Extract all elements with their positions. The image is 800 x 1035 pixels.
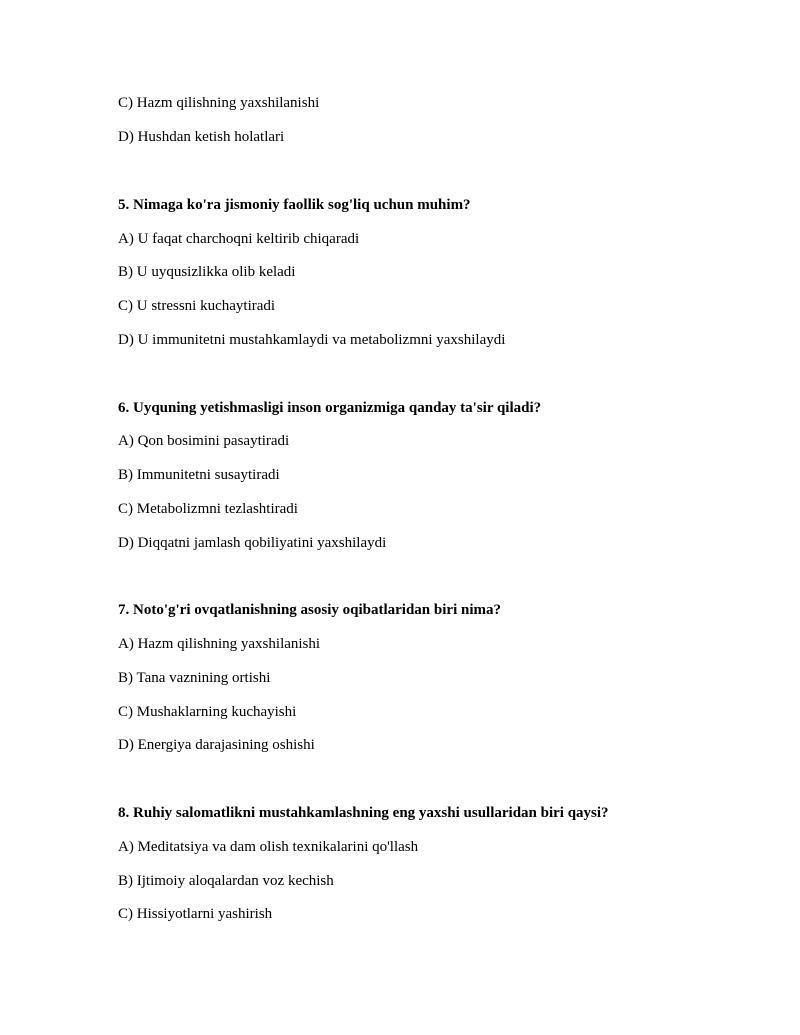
question-7-option-d: D) Energiya darajasining oshishi: [118, 737, 315, 753]
question-6: 6. Uyquning yetishmasligi inson organizmiga qanday ta'sir qiladi?: [118, 400, 542, 416]
option-d-prev: D) Hushdan ketish holatlari: [118, 129, 285, 145]
question-7-option-a: A) Hazm qilishning yaxshilanishi: [118, 636, 321, 652]
question-5-option-d: D) U immunitetni mustahkamlaydi va metabolizmni yaxshilaydi: [118, 332, 506, 348]
question-5: 5. Nimaga ko'ra jismoniy faollik sog'liq uchun muhim?: [118, 197, 471, 213]
question-5-option-a: A) U faqat charchoqni keltirib chiqaradi: [118, 231, 360, 247]
question-6-option-a: A) Qon bosimini pasaytiradi: [118, 433, 290, 449]
question-7: 7. Noto'g'ri ovqatlanishning asosiy oqibatlaridan biri nima?: [118, 602, 501, 618]
question-6-option-b: B) Immunitetni susaytiradi: [118, 467, 280, 483]
question-7-option-b: B) Tana vaznining ortishi: [118, 670, 271, 686]
question-6-option-c: C) Metabolizmni tezlashtiradi: [118, 501, 298, 517]
question-5-option-c: C) U stressni kuchaytiradi: [118, 298, 276, 314]
question-5-option-b: B) U uyqusizlikka olib keladi: [118, 264, 296, 280]
question-7-option-c: C) Mushaklarning kuchayishi: [118, 704, 297, 720]
question-8-option-b: B) Ijtimoiy aloqalardan voz kechish: [118, 873, 334, 889]
question-8-option-c: C) Hissiyotlarni yashirish: [118, 906, 273, 922]
question-6-option-d: D) Diqqatni jamlash qobiliyatini yaxshilaydi: [118, 535, 387, 551]
option-c-prev: C) Hazm qilishning yaxshilanishi: [118, 95, 320, 111]
question-8-option-a: A) Meditatsiya va dam olish texnikalarini qo'llash: [118, 839, 419, 855]
question-8: 8. Ruhiy salomatlikni mustahkamlashning eng yaxshi usullaridan biri qaysi?: [118, 805, 609, 821]
